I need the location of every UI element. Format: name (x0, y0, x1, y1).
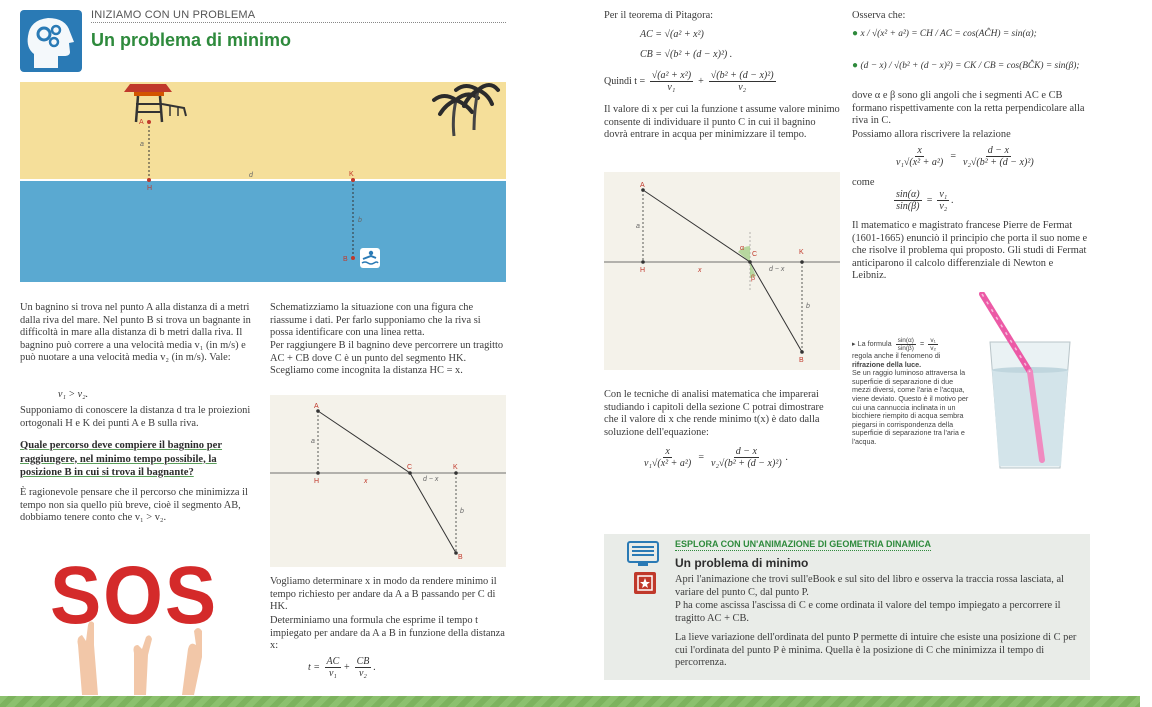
explore-box (604, 534, 1090, 680)
col3-quindi (604, 70, 778, 93)
col2-fig-a: a (311, 438, 315, 445)
col4-side-formula (852, 337, 972, 352)
beach-label-H: H (147, 185, 153, 192)
header-icon (20, 10, 82, 72)
col4-sine-relation: $\frac{\sin(\alpha)}{\sin(\beta)}$ = $\frac{\text{v₁}}{\text{v₂}}$ . (896, 189, 954, 212)
box-paragraph-2: P ha come ascissa l'ascissa di C e come ordinata il valore del tempo impiegato a percorrere il tragitto AC + CB. (675, 600, 1061, 624)
col3-fig-b: b (806, 303, 810, 310)
col1-question: Quale percorso deve compiere il bagnino per raggiungere, nel minimo tempo possibile, la posizione B in cui si trova il bagnante? (20, 440, 223, 478)
col3-fig-H: H (640, 267, 646, 274)
col1-paragraph-3: È ragionevole pensare che il percorso che minimizza il tempo non sia quello più breve, cioè il segmento AB, dobbiamo tenere conto che v₁ > v₂. (20, 487, 248, 524)
col1-paragraph-1: Un bagnino si trova nel punto A alla distanza di a metri dalla riva del mare. Nel punto B si trova un bagnante in difficoltà in mare alla distanza di b metri dalla riva. Il bagnino può correre a una velocità media v₁ (in m/s) e può nuotare a una velocità media v₂ (in m/s). Vale: (20, 302, 251, 364)
col3-intro: Per il teorema di Pitagora: (604, 10, 714, 21)
col4-r-den2: v₂√(b² + (d − x)²) (963, 157, 1034, 168)
col4-paragraph-3: Il matematico e magistrato francese Pierre de Fermat (1601-1665) enunciò il principio che porta il suo nome e che risolve il problema qui proposto. Gli studi di Fermat anticiparono il calcolo differenziale di Newton e Leibniz. (852, 220, 1088, 282)
sos-letters: SOS (50, 550, 218, 641)
col3-fe-eq: = (697, 451, 705, 463)
col3-fe-den2: v₂√(b² + (d − x)²) (711, 458, 782, 469)
beach-label-K: K (349, 171, 354, 178)
beach-label-d: d (249, 172, 253, 179)
col2-frac1-num: AC (326, 656, 340, 667)
col2-fig-K: K (453, 464, 458, 471)
col2-formula-t: t = $\frac{AC}{\text{v₁}}$ + $\frac{CB}{\text{v₂}}$ . (308, 656, 376, 679)
col4-paragraph-2: Possiamo allora riscrivere la relazione (852, 129, 1011, 140)
box-paragraph-1: Apri l'animazione che trovi sull'eBook e sul sito del libro e osserva la traccia rossa lasciata, al variare del punto C, dal punto P. (675, 574, 1064, 598)
col2-paragraph-1: Schematizziamo la situazione con una figura che riassume i dati. Per farlo supponiamo che la riva si possa identificare con una linea retta. (270, 302, 481, 339)
col2-fig-x: x (364, 478, 368, 485)
col4-bullet-1: ● x / √(x² + a²) = CH / AC = cos(AĈH) = sin(α); (852, 28, 1037, 39)
col4-bullet-1-text: x / √(x² + a²) = CH / AC = cos(AĈH) = sin(α); (860, 29, 1037, 39)
col2-frac2-den: v₂ (358, 668, 367, 679)
col4-side-eq: = (919, 339, 925, 349)
beach-illustration (20, 82, 506, 282)
col4-come: come (852, 177, 875, 188)
col2-paragraph-3: Vogliamo determinare x in modo da rendere minimo il tempo richiesto per andare da A a B passando per C di HK. (270, 576, 497, 613)
swimmer-icon (360, 248, 380, 268)
header-kicker: INIZIAMO CON UN PROBLEMA (91, 9, 256, 21)
col3-fig-dx: d − x (769, 266, 785, 273)
col2-frac1-den: v₁ (328, 668, 337, 679)
col3-q-plus: + (697, 75, 705, 87)
col4-side-prefix: ▸ La formula (852, 339, 892, 349)
col4-s-den2: v₂ (939, 201, 948, 212)
col2-fig-A: A (314, 403, 319, 410)
col4-side-num1: sin(α) (897, 337, 914, 344)
col3-paragraph-1: Il valore di x per cui la funzione t assume valore minimo consente di individuare il punto C in cui il bagnino dovrà entrare in acqua per minimizzare il tempo. (604, 104, 840, 141)
ebook-icon[interactable] (634, 572, 656, 594)
col3-fe-den1: v₁√(x² + a²) (644, 458, 692, 469)
sos-illustration (42, 545, 226, 695)
col4-bullet-2-text: (d − x) / √(b² + (d − x)²) = CK / CB = cos(BĈK) = sin(β); (860, 61, 1080, 71)
col2-frac2-num: CB (356, 656, 370, 667)
col3-paragraph-2: Con le tecniche di analisi matematica che imparerai studiando i capitoli della sezione C potrai dimostrare che il valore di x che rende minimo t(x) è dato dalla soluzione dell'equazione: (604, 389, 824, 438)
col4-s-num1: sin(α) (896, 189, 920, 200)
col4-relation (892, 145, 1038, 168)
header-rule (91, 22, 506, 23)
col4-r-den1: v₁√(x² + a²) (896, 157, 944, 168)
col3-fig-B: B (799, 357, 804, 364)
col3-q-num2: √(b² + (d − x)²) (710, 70, 774, 81)
box-kicker: ESPLORA CON UN'ANIMAZIONE DI GEOMETRIA DINAMICA (675, 539, 931, 549)
beach-label-a: a (140, 141, 144, 148)
col2-figure (270, 395, 506, 567)
col4-side-bold: rifrazione della luce. (852, 359, 922, 369)
col3-q-num1: √(a² + x²) (651, 70, 692, 81)
col2-fig-b: b (460, 508, 464, 515)
col3-eq2: CB = √(b² + (d − x)²) . (640, 49, 733, 60)
col4-side-num2: v₁ (930, 337, 936, 344)
col3-fig-a: a (636, 223, 640, 230)
col4-s-eq: = (926, 194, 933, 206)
col1-paragraph-2: Supponiamo di conoscere la distanza d tra le proiezioni ortogonali H e K dei punti A e B sulla riva. (20, 405, 251, 429)
box-title: Un problema di minimo (675, 556, 809, 570)
beach-label-B: B (343, 256, 348, 263)
footer-bar (0, 696, 1140, 707)
monitor-icon[interactable] (626, 540, 660, 568)
col3-q-den2: v₂ (738, 82, 747, 93)
col3-fig-beta: β (751, 275, 756, 282)
col4-r-num2: d − x (987, 145, 1009, 156)
beach-label-b: b (358, 217, 362, 224)
col4-r-eq: = (949, 150, 957, 162)
col3-q-den1: v₁ (667, 82, 676, 93)
page-title: Un problema di minimo (91, 30, 292, 50)
col3-fig-C: C (752, 251, 758, 258)
col2-fig-B: B (458, 554, 463, 561)
col3-fig-alpha: α (740, 245, 745, 252)
col2-fig-H: H (314, 478, 320, 485)
col3-final-equation (640, 446, 788, 469)
col4-side-rest: Se un raggio luminoso attraversa la superficie di separazione di due mezzi diversi, come l'aria e l'acqua, viene deviato. Questo è il motivo per cui una cannuccia inclinata in un bicchiere riempito di acqua sembra piegarsi in corrispondenza della superficie di separazione tra l'aria e l'acqua. (852, 368, 969, 446)
col4-intro: Osserva che: (852, 10, 906, 21)
col2-paragraph-4: Determiniamo una formula che esprime il tempo t impiegato per andare da A a B in funzione della distanza x: (270, 615, 505, 652)
col4-side-l1: regola anche il fenomeno di (852, 351, 941, 360)
col3-quindi-label: Quindi t = (604, 75, 646, 87)
col4-s-den1: sin(β) (896, 201, 920, 212)
col4-side-den2: v₂ (930, 345, 936, 352)
col3-fe-num2: d − x (735, 446, 757, 457)
col2-fig-C: C (407, 464, 413, 471)
col4-r-num1: x (917, 145, 922, 156)
col3-fig-A: A (640, 182, 645, 189)
col3-fe-dot: . (785, 451, 789, 463)
col3-figure (604, 172, 840, 370)
col2-paragraph-2: Per raggiungere B il bagnino deve percorrere un tragitto AC + CB dove C è un punto del segmento HK. Scegliamo come incognita la distanza HC = x. (270, 340, 504, 377)
beach-label-A: A (139, 119, 144, 126)
col2-fig-dx: d − x (423, 476, 439, 483)
col2-formula-t-lhs: t = (308, 661, 321, 673)
box-paragraph-3: La lieve variazione dell'ordinata del punto P permette di intuire che esiste una posizione di C per cui l'ordinata del punto P è minima. Quella è la posizione di C che minimizza il tempo di percorrenza. (675, 632, 1077, 669)
col3-fig-K: K (799, 249, 804, 256)
col4-s-num2: v₁ (939, 189, 948, 200)
col4-paragraph-1: dove α e β sono gli angoli che i segmenti AC e CB formano rispettivamente con la retta perpendicolare alla riva in C. (852, 90, 1085, 127)
col3-eq1: AC = √(a² + x²) (640, 29, 704, 40)
col1-inequality: v₁ > v₂. (58, 389, 89, 400)
col3-fe-num1: x (665, 446, 670, 457)
col4-sidenote (852, 337, 972, 447)
col3-fig-x: x (698, 267, 702, 274)
col4-bullet-2: ● (d − x) / √(b² + (d − x)²) = CK / CB = cos(BĈK) = sin(β); (852, 60, 1080, 71)
col4-side-den1: sin(β) (897, 345, 914, 352)
glass-straw-image (972, 292, 1082, 472)
